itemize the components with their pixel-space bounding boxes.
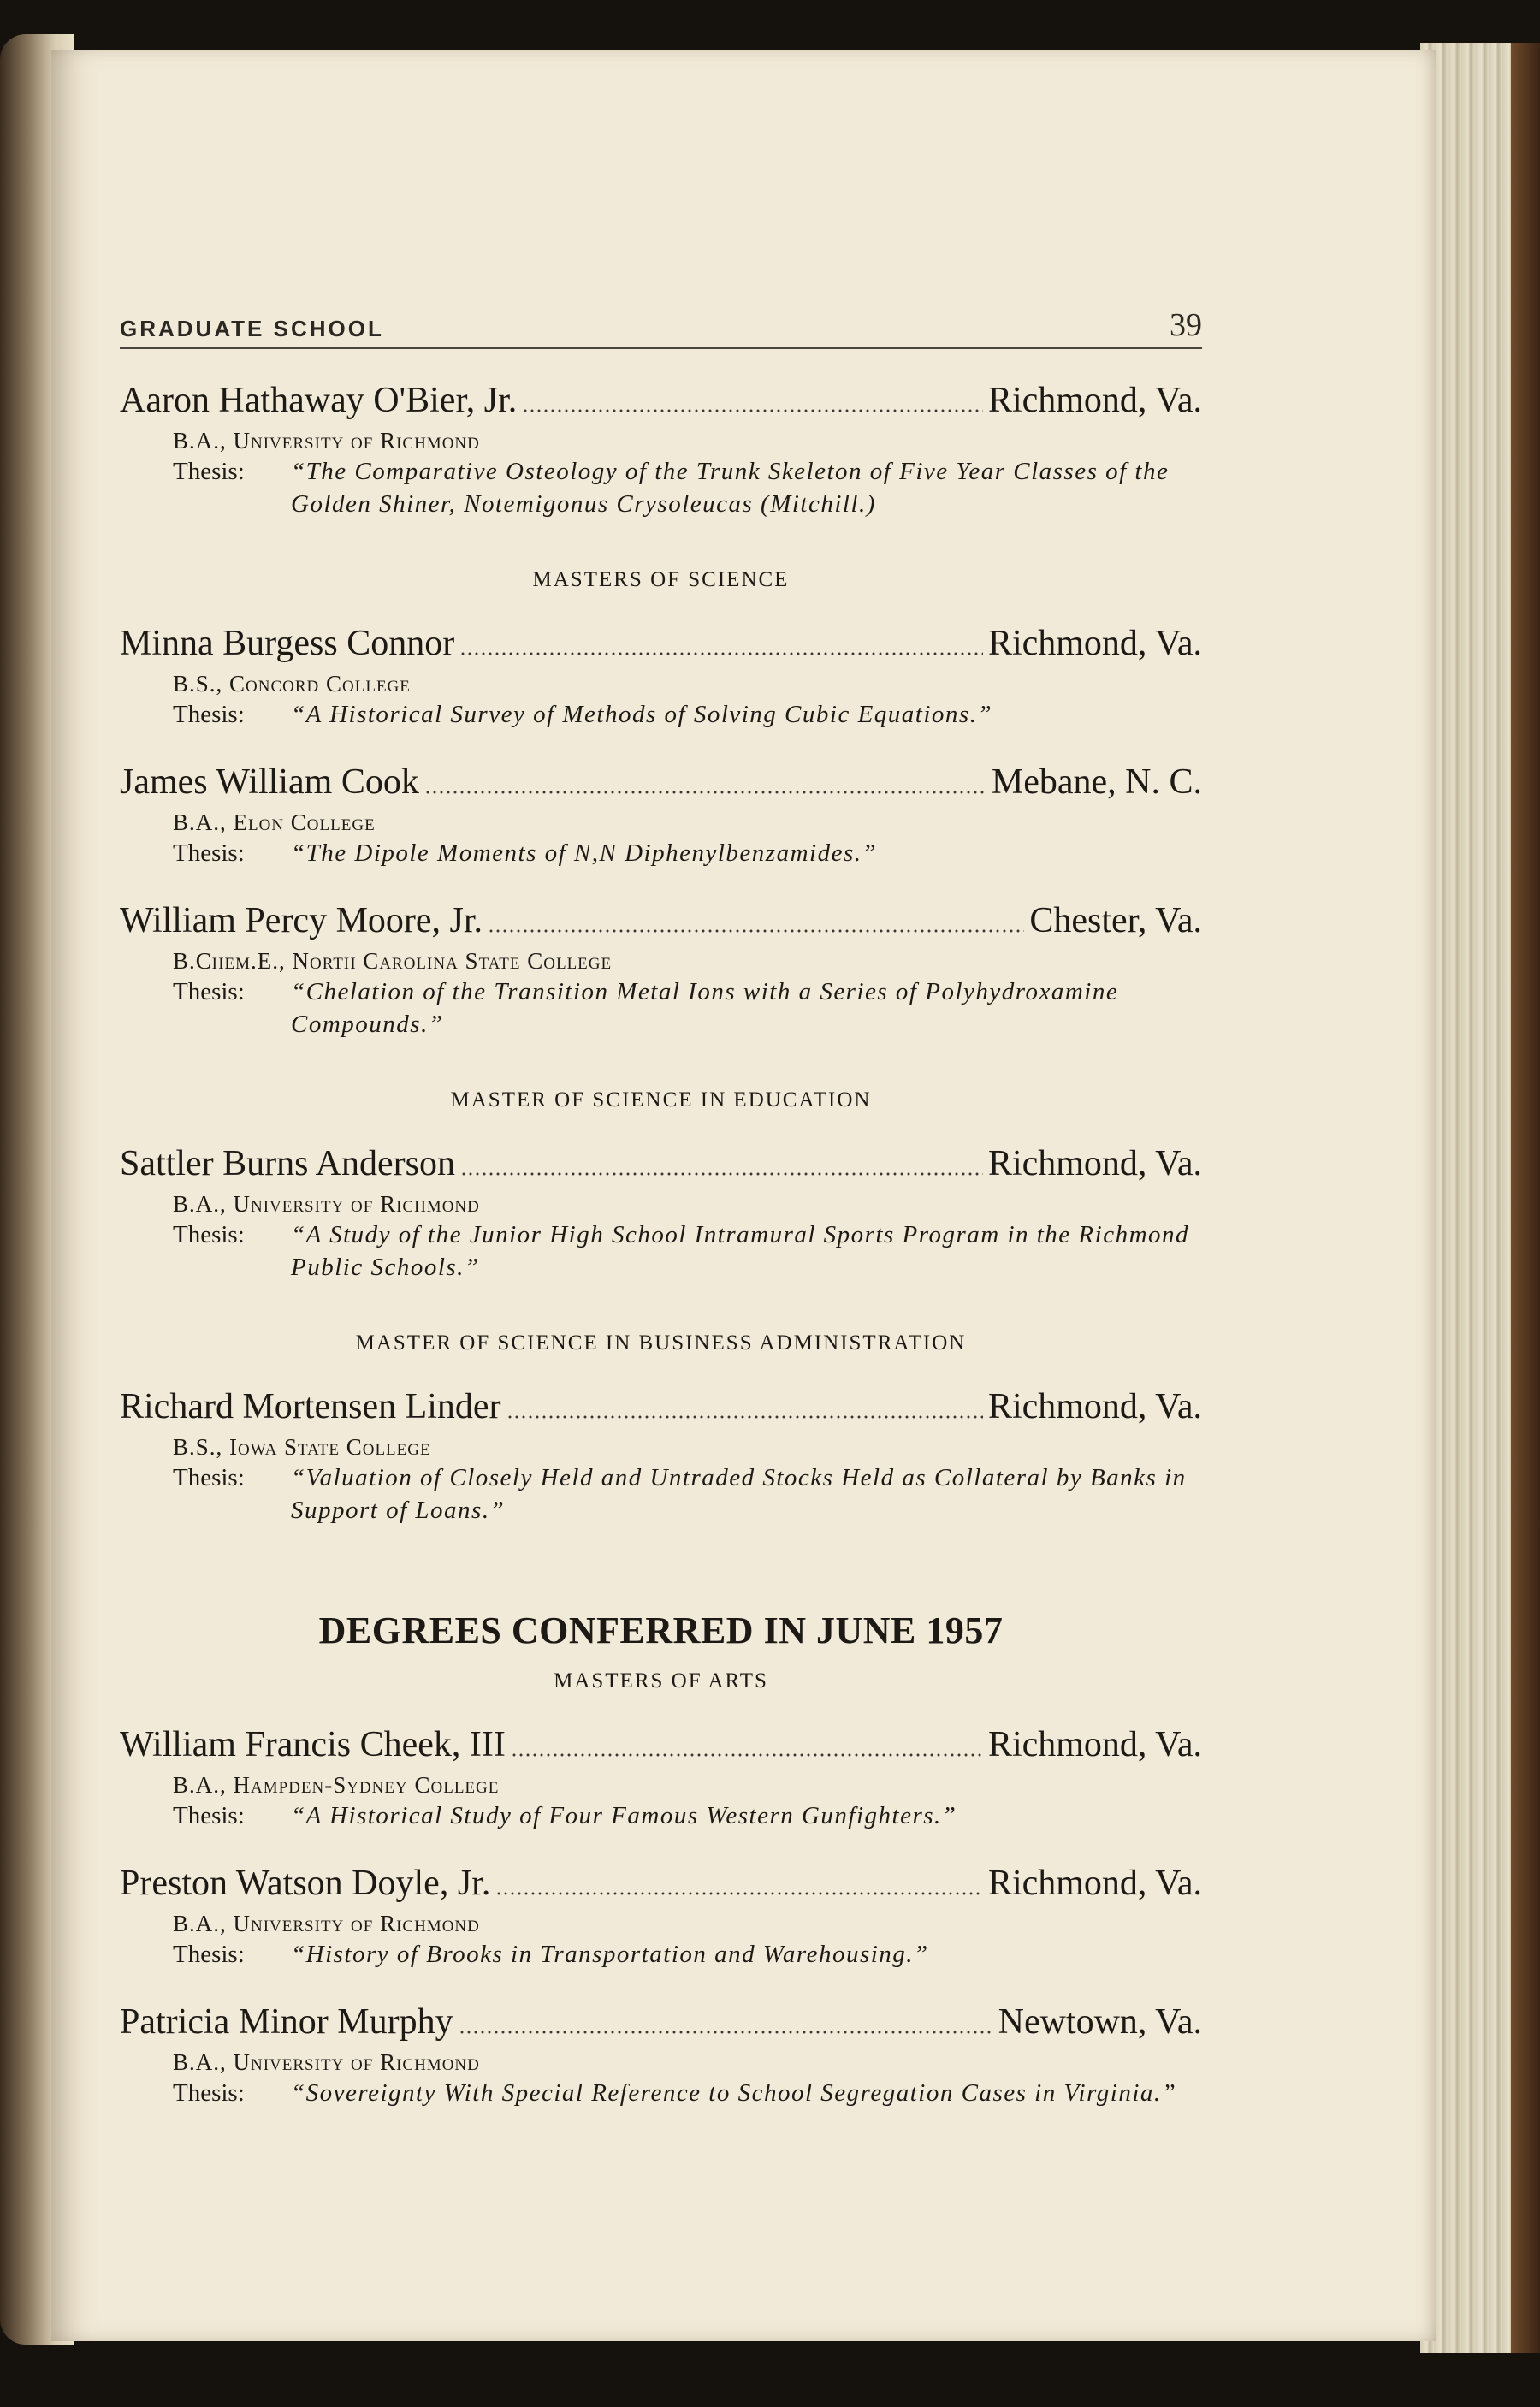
thesis-title: “The Comparative Osteology of the Trunk Skeleton of Five Year Classes of the Golden Shiner, Notemigonus Crysoleucas (Mitchill.) (291, 458, 1170, 518)
graduate-name: Patricia Minor Murphy (120, 2002, 453, 2042)
graduate-entry (120, 378, 1202, 520)
thesis (173, 455, 1202, 520)
book-page (51, 50, 1436, 2341)
prior-degree: B.A., Elon College (173, 809, 376, 835)
graduate-name: Aaron Hathaway O'Bier, Jr. (120, 381, 518, 420)
entry-line (120, 621, 1202, 666)
section-heading: MASTER OF SCIENCE IN BUSINESS ADMINISTRATION (355, 1331, 967, 1355)
dot-leader (459, 652, 983, 655)
thesis-label: Thesis: (173, 2079, 245, 2107)
graduate-entry (120, 1384, 1202, 1527)
thesis-title: “Valuation of Closely Held and Untraded Stocks Held as Collateral by Banks in Support of Loans.” (291, 1464, 1187, 1524)
entry-line (120, 760, 1202, 804)
entry-line (120, 1861, 1202, 1906)
dot-leader (488, 929, 1024, 933)
graduate-entry (120, 760, 1202, 869)
prior-degree: B.A., University of Richmond (173, 428, 480, 454)
graduate-entry (120, 1722, 1202, 1832)
page-content (120, 298, 1202, 2109)
entry-line (120, 2000, 1202, 2044)
graduate-hometown: Richmond, Va. (987, 624, 1202, 663)
thesis-label: Thesis: (173, 1941, 245, 1968)
dot-leader (459, 2031, 993, 2034)
entry-line (120, 378, 1202, 423)
entry-line (120, 1141, 1202, 1186)
graduate-hometown: Mebane, N. C. (991, 762, 1202, 802)
graduate-hometown: Richmond, Va. (987, 1144, 1202, 1183)
major-heading: DEGREES CONFERRED IN JUNE 1957 (318, 1610, 1004, 1651)
thesis-title: “A Historical Survey of Methods of Solving Cubic Equations.” (291, 701, 993, 728)
prior-degree: B.A., Hampden-Sydney College (173, 1772, 500, 1798)
section-heading: MASTERS OF SCIENCE (532, 568, 790, 591)
entry-line (120, 898, 1202, 943)
thesis-label: Thesis: (173, 1464, 245, 1491)
graduate-hometown: Chester, Va. (1029, 901, 1202, 940)
thesis-label: Thesis: (173, 701, 245, 728)
thesis-title: “History of Brooks in Transportation and Warehousing.” (291, 1941, 929, 1968)
running-head-title: GRADUATE SCHOOL (120, 316, 384, 341)
thesis-title: “Chelation of the Transition Metal Ions with a Series of Polyhydroxamine Compounds.” (291, 978, 1119, 1038)
graduate-hometown: Richmond, Va. (987, 1387, 1202, 1426)
prior-degree: B.S., Concord College (173, 671, 411, 697)
prior-degree: B.A., University of Richmond (173, 2049, 480, 2075)
thesis (173, 698, 1202, 731)
dot-leader (511, 1753, 983, 1757)
dot-leader (495, 1892, 983, 1895)
entry-line (120, 1722, 1202, 1767)
prior-degree: B.Chem.E., North Carolina State College (173, 948, 613, 974)
thesis-label: Thesis: (173, 458, 245, 485)
prior-degree: B.A., University of Richmond (173, 1911, 480, 1936)
book-page-edges (1420, 43, 1540, 2353)
graduate-entry (120, 2000, 1202, 2109)
thesis-label: Thesis: (173, 978, 245, 1005)
graduate-hometown: Richmond, Va. (987, 1725, 1202, 1764)
entry-line (120, 1384, 1202, 1429)
graduate-entry (120, 1861, 1202, 1971)
running-head (120, 298, 1202, 349)
dot-leader (522, 409, 983, 412)
thesis-label: Thesis: (173, 1802, 245, 1829)
graduate-name: Richard Mortensen Linder (120, 1387, 501, 1426)
thesis-title: “Sovereignty With Special Reference to School Segregation Cases in Virginia.” (291, 2079, 1177, 2107)
section-heading: MASTERS OF ARTS (554, 1669, 768, 1693)
graduate-name: Sattler Burns Anderson (120, 1144, 455, 1183)
thesis-label: Thesis: (173, 1221, 245, 1248)
graduate-name: William Percy Moore, Jr. (120, 901, 483, 940)
thesis (173, 2077, 1202, 2109)
graduate-name: Minna Burgess Connor (120, 624, 455, 663)
graduate-name: William Francis Cheek, III (120, 1725, 506, 1764)
prior-degree: B.A., University of Richmond (173, 1191, 480, 1217)
graduate-entry (120, 898, 1202, 1040)
thesis (173, 1799, 1202, 1832)
dot-leader (424, 791, 986, 794)
graduate-name: Preston Watson Doyle, Jr. (120, 1864, 491, 1903)
graduate-hometown: Richmond, Va. (987, 1864, 1202, 1903)
section-heading: MASTER OF SCIENCE IN EDUCATION (450, 1088, 872, 1112)
book-spine (1511, 43, 1540, 2353)
thesis (173, 837, 1202, 869)
prior-degree: B.S., Iowa State College (173, 1434, 431, 1460)
thesis (173, 1938, 1202, 1971)
thesis (173, 975, 1202, 1040)
thesis-label: Thesis: (173, 839, 245, 867)
thesis (173, 1461, 1202, 1527)
graduate-hometown: Richmond, Va. (987, 381, 1202, 420)
graduate-entry (120, 1141, 1202, 1284)
dot-leader (460, 1172, 983, 1176)
page-number: 39 (1170, 307, 1202, 343)
thesis-title: “A Study of the Junior High School Intramural Sports Program in the Richmond Public Schools.” (291, 1221, 1190, 1281)
thesis (173, 1218, 1202, 1284)
graduate-entry (120, 621, 1202, 731)
dot-leader (506, 1415, 983, 1419)
thesis-title: “A Historical Study of Four Famous Western Gunfighters.” (291, 1802, 957, 1829)
graduate-name: James William Cook (120, 762, 419, 802)
graduate-hometown: Newtown, Va. (998, 2002, 1202, 2042)
thesis-title: “The Dipole Moments of N,N Diphenylbenzamides.” (291, 839, 878, 867)
